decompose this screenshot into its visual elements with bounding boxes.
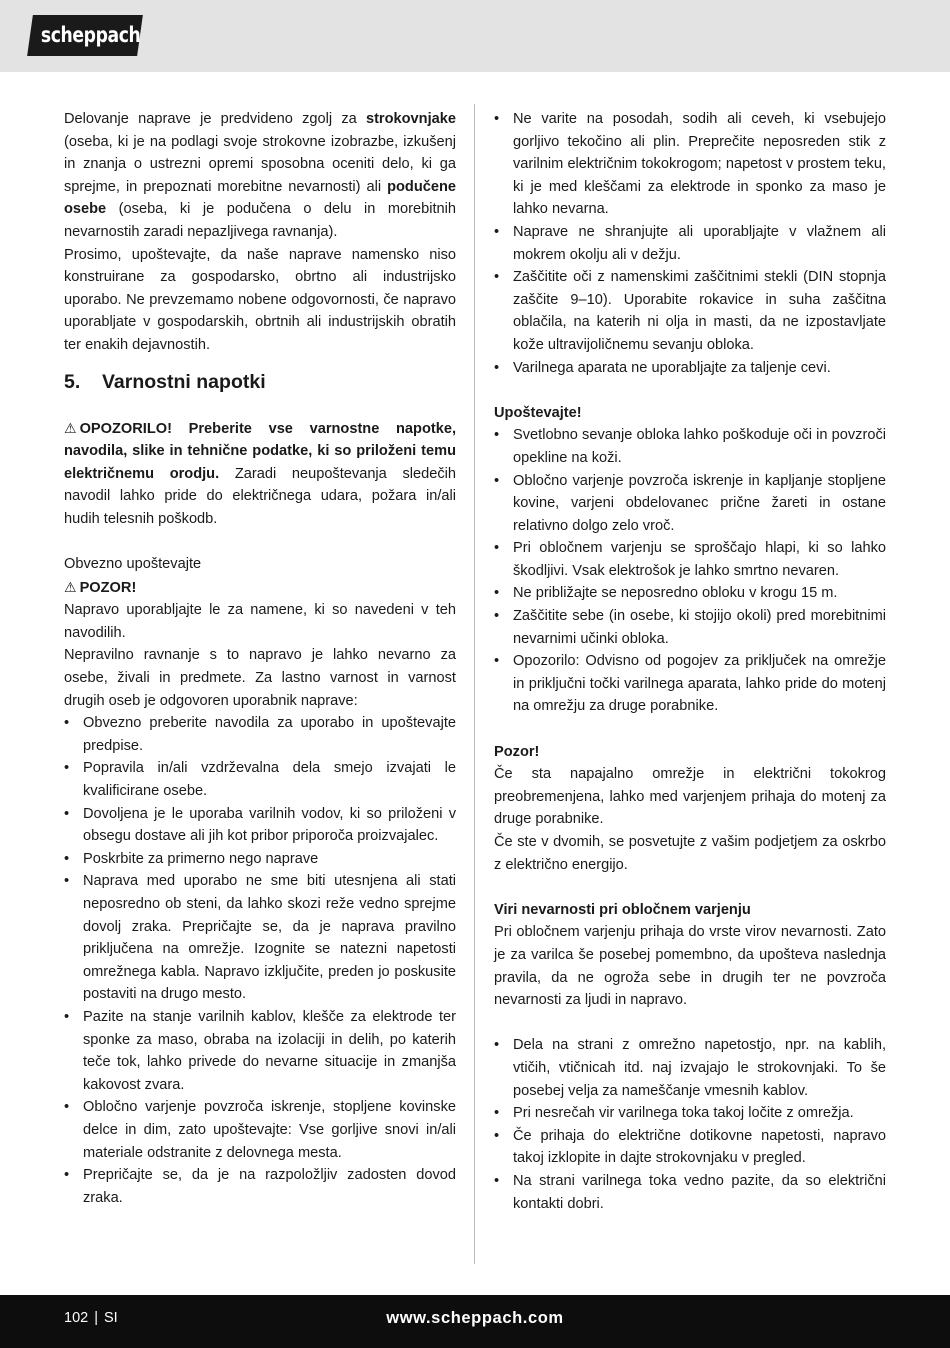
right-column [494,108,886,1215]
section-number: 5. [64,370,81,393]
warning-text: Zaradi neupoštevanja sledečih navodil lahko pride do električnega udara, požara in/ali hudih telesnih poškodb. [64,465,456,527]
intro-paragraph: Delovanje naprave je predvideno zgolj za strokovnjake (oseba, ki je na podlagi svoje strokovne izobrazbe, izkušenj in znanja o ustrezni opremi sposobna oceniti delo, ki ga sprejme, in prepoznati morebitne nevarnosti) ali podučene osebe (oseba, ki je podučena o delu in morebitnih nevarnostih zaradi nepazljivega ravnanja). [64,111,456,240]
list-item: • Varilnega aparata ne uporabljajte za taljenje cevi. [494,357,886,380]
section-heading [64,369,456,395]
list-item: • Obločno varjenje povzroča iskrenje, stopljene kovinske delce in dim, zato upoštevajte: Vse gorljive snovi in/ali materiale odstranite z delovnega mesta. [64,1096,456,1164]
warning-paragraph [64,417,456,531]
pozor-label: ⚠ POZOR! [64,576,456,600]
column-divider [474,104,475,1264]
pozor2-paragraph-1: Če sta napajalno omrežje in električni tokokrog preobremenjena, lahko med varjenjem prihaja do motenj za druge porabnike. [494,766,886,828]
warning-bold-text: OPOZORILO! Preberite vse varnostne napotke, navodila, slike in tehnične podatke, ki so priloženi temu električnemu orodju. [64,420,456,482]
pozor-paragraph-1: Napravo uporabljajte le za namene, ki so navedeni v teh navodilih. [64,602,456,641]
list-item: • Opozorilo: Odvisno od pogojev za priključek na omrežje in priključni točki varilnega aparata, lahko pride do motenj na omrežju za druge porabnike. [494,650,886,718]
pozor2-title: Pozor! [494,743,540,760]
list-item: • Zaščitite sebe (in osebe, ki stojijo okoli) pred morebitnimi nevarnimi učinki obloka. [494,605,886,650]
list-item: • Obvezno preberite navodila za uporabo in upoštevajte predpise. [64,712,456,757]
list-item: • Ne varite na posodah, sodih ali ceveh, ki vsebujejo gorljivo tekočino ali plin. Preprečite neposreden stik z varilnim električnim tokokrogom; napetost v prostem teku, ki je med kleščami za elektrode in sponko za maso je lahko nevarna. [494,108,886,221]
bold-strokovnjake: strokovnjake [365,111,456,127]
list-item: • Na strani varilnega toka vedno pazite, da so električni kontakti dobri. [494,1170,886,1215]
pozor-paragraph-2: Nepravilno ravnanje s to napravo je lahko nevarno za osebe, živali in predmete. Za lastno varnost in varnost drugih oseb je odgovoren uporabnik naprave: [64,647,456,709]
right-bullet-list-3 [494,1034,886,1215]
language-code: SI [103,1310,118,1326]
viri-title: Viri nevarnosti pri obločnem varjenju [494,901,751,918]
page-number: 102 [64,1310,89,1326]
brand-logo [27,15,143,56]
list-item: • Prepričajte se, da je na razpoložljiv zadosten dovod zraka. [64,1164,456,1209]
left-bullet-list [64,712,456,1209]
list-item: • Ne približajte se neposredno obloku v krogu 15 m. [494,582,886,605]
viri-paragraph: Pri obločnem varjenju prihaja do vrste virov nevarnosti. Zato je za varilca še posebej pomembno, da upošteva naslednja pravila, da ne ogroža sebe in drugih ter ne povzroča nevarnosti za ljudi in napravo. [494,924,886,1009]
list-item: • Popravila in/ali vzdrževalna dela smejo izvajati le kvalificirane osebe. [64,757,456,802]
list-item: • Zaščitite oči z namenskimi zaščitnimi stekli (DIN stopnja zaščite 9–10). Uporabite rokavice in suha zaščitna oblačila, na katerih ni olja in masti, da ne izpostavljate kože ultravijoličnemu sevanju obloka. [494,266,886,356]
list-item: • Pazite na stanje varilnih kablov, klešče za elektrode ter sponke za maso, obraba na izolaciji in delih, po katerih teče tok, lahko privede do nevarne situacije in zmanjša kakovost zvara. [64,1006,456,1096]
section-title: Varnostni napotki [102,370,266,393]
right-bullet-list-1 [494,108,886,379]
list-item: • Poskrbite za primerno nego naprave [64,848,456,871]
header-band [0,0,950,72]
obvezno-label: Obvezno upoštevajte [64,556,202,573]
list-item: • Naprava med uporabo ne sme biti utesnjena ali stati neposredno ob steni, da lahko skozi reže vedno sprejme dovolj zraka. Prepričajte se, da je naprava pravilno priključena na omrežje. Izognite se natezni napetosti omrežnega kabla. Napravo izključite, preden jo poskusite postaviti na drugo mesto. [64,870,456,1006]
page-separator: | [94,1310,98,1326]
warning-triangle-icon: ⚠ [64,578,77,595]
warning-triangle-icon: ⚠ [64,419,77,436]
list-item: • Pri obločnem varjenju se sproščajo hlapi, ki so lahko škodljivi. Vsak elektrošok je lahko smrtno nevaren. [494,537,886,582]
list-item: • Svetlobno sevanje obloka lahko poškoduje oči in povzroči opekline na koži. [494,424,886,469]
list-item: • Naprave ne shranjujte ali uporabljajte v vlažnem ali mokrem okolju ali v dežju. [494,221,886,266]
upostevajte-title: Upoštevajte! [494,404,582,421]
bold-poducene-osebe: podučene osebe [64,178,456,218]
intro-paragraph-2: Prosimo, upoštevajte, da naše naprave namensko niso konstruirane za gospodarsko, obrtno ali industrijsko uporabo. Ne prevzemamo nobene odgovornosti, če napravo uporabljate v gospodarskih, obrtnih ali industrijskih obratih ter enakih dejavnostih. [64,246,456,353]
footer-bar [0,1295,950,1348]
website-link[interactable]: www.scheppach.com [386,1309,564,1327]
list-item: • Če prihaja do električne dotikovne napetosti, napravo takoj izklopite in dajte strokovnjaku v pregled. [494,1125,886,1170]
brand-logo-text: scheppach [40,23,141,47]
pozor2-paragraph-2: Če ste v dvomih, se posvetujte z vašim podjetjem za oskrbo z električno energijo. [494,834,886,873]
left-column [64,108,456,1209]
list-item: • Obločno varjenje povzroča iskrenje in kapljanje stopljene kovine, varjeni obdelovanec prične žareti in ostane relativno dolgo zelo vroč. [494,470,886,538]
list-item: • Dela na strani z omrežno napetostjo, npr. na kablih, vtičih, vtičnicah itd. naj izvajajo le strokovnjaki. To še posebej velja za nameščanje vmesnih kablov. [494,1034,886,1102]
right-bullet-list-2 [494,424,886,718]
list-item: • Pri nesrečah vir varilnega toka takoj ločite z omrežja. [494,1102,886,1125]
list-item: • Dovoljena je le uporaba varilnih vodov, ki so priloženi v obsegu dostave ali jih kot pribor priporoča proizvajalec. [64,803,456,848]
